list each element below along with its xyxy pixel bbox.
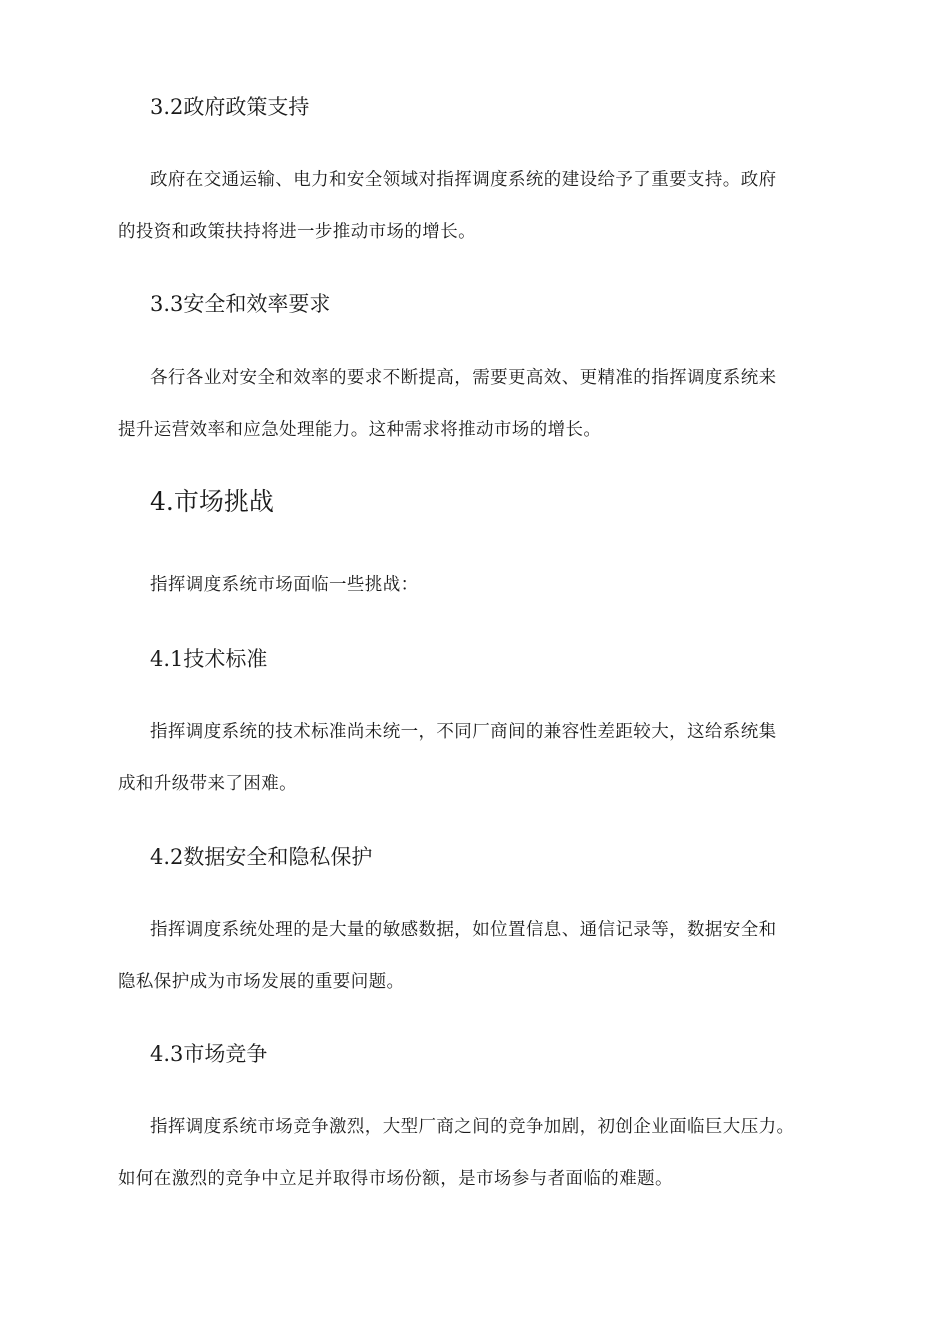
paragraph-4-1 [118,706,838,810]
heading-4: 4.市场挑战 [150,487,274,516]
paragraph-line: 成和升级带来了困难。 [118,774,297,794]
heading-4-2: 4.2数据安全和隐私保护 [150,845,373,869]
heading-3-3: 3.3安全和效率要求 [150,292,331,316]
paragraph-4-3 [118,1101,838,1205]
heading-3-2: 3.2政府政策支持 [150,95,310,119]
paragraph-line: 指挥调度系统处理的是大量的敏感数据，如位置信息、通信记录等，数据安全和 [150,920,777,940]
paragraph-line: 如何在激烈的竞争中立足并取得市场份额，是市场参与者面临的难题。 [118,1169,673,1189]
paragraph-line: 隐私保护成为市场发展的重要问题。 [118,972,405,992]
paragraph-4-intro [118,559,838,611]
heading-4-1: 4.1技术标准 [150,647,268,671]
paragraph-line: 指挥调度系统的技术标准尚未统一，不同厂商间的兼容性差距较大，这给系统集 [150,722,777,742]
paragraph-line: 的投资和政策扶持将进一步推动市场的增长。 [118,222,476,242]
paragraph-line: 指挥调度系统市场面临一些挑战： [150,575,419,595]
heading-4-3: 4.3市场竞争 [150,1042,268,1066]
paragraph-3-3 [118,352,838,456]
paragraph-4-2 [118,904,838,1008]
paragraph-line: 政府在交通运输、电力和安全领域对指挥调度系统的建设给予了重要支持。政府 [150,170,777,190]
paragraph-line: 提升运营效率和应急处理能力。这种需求将推动市场的增长。 [118,420,602,440]
paragraph-line: 各行各业对安全和效率的要求不断提高，需要更高效、更精准的指挥调度系统来 [150,368,777,388]
paragraph-line: 指挥调度系统市场竞争激烈，大型厂商之间的竞争加剧，初创企业面临巨大压力。 [150,1117,795,1137]
paragraph-3-2 [118,154,838,258]
